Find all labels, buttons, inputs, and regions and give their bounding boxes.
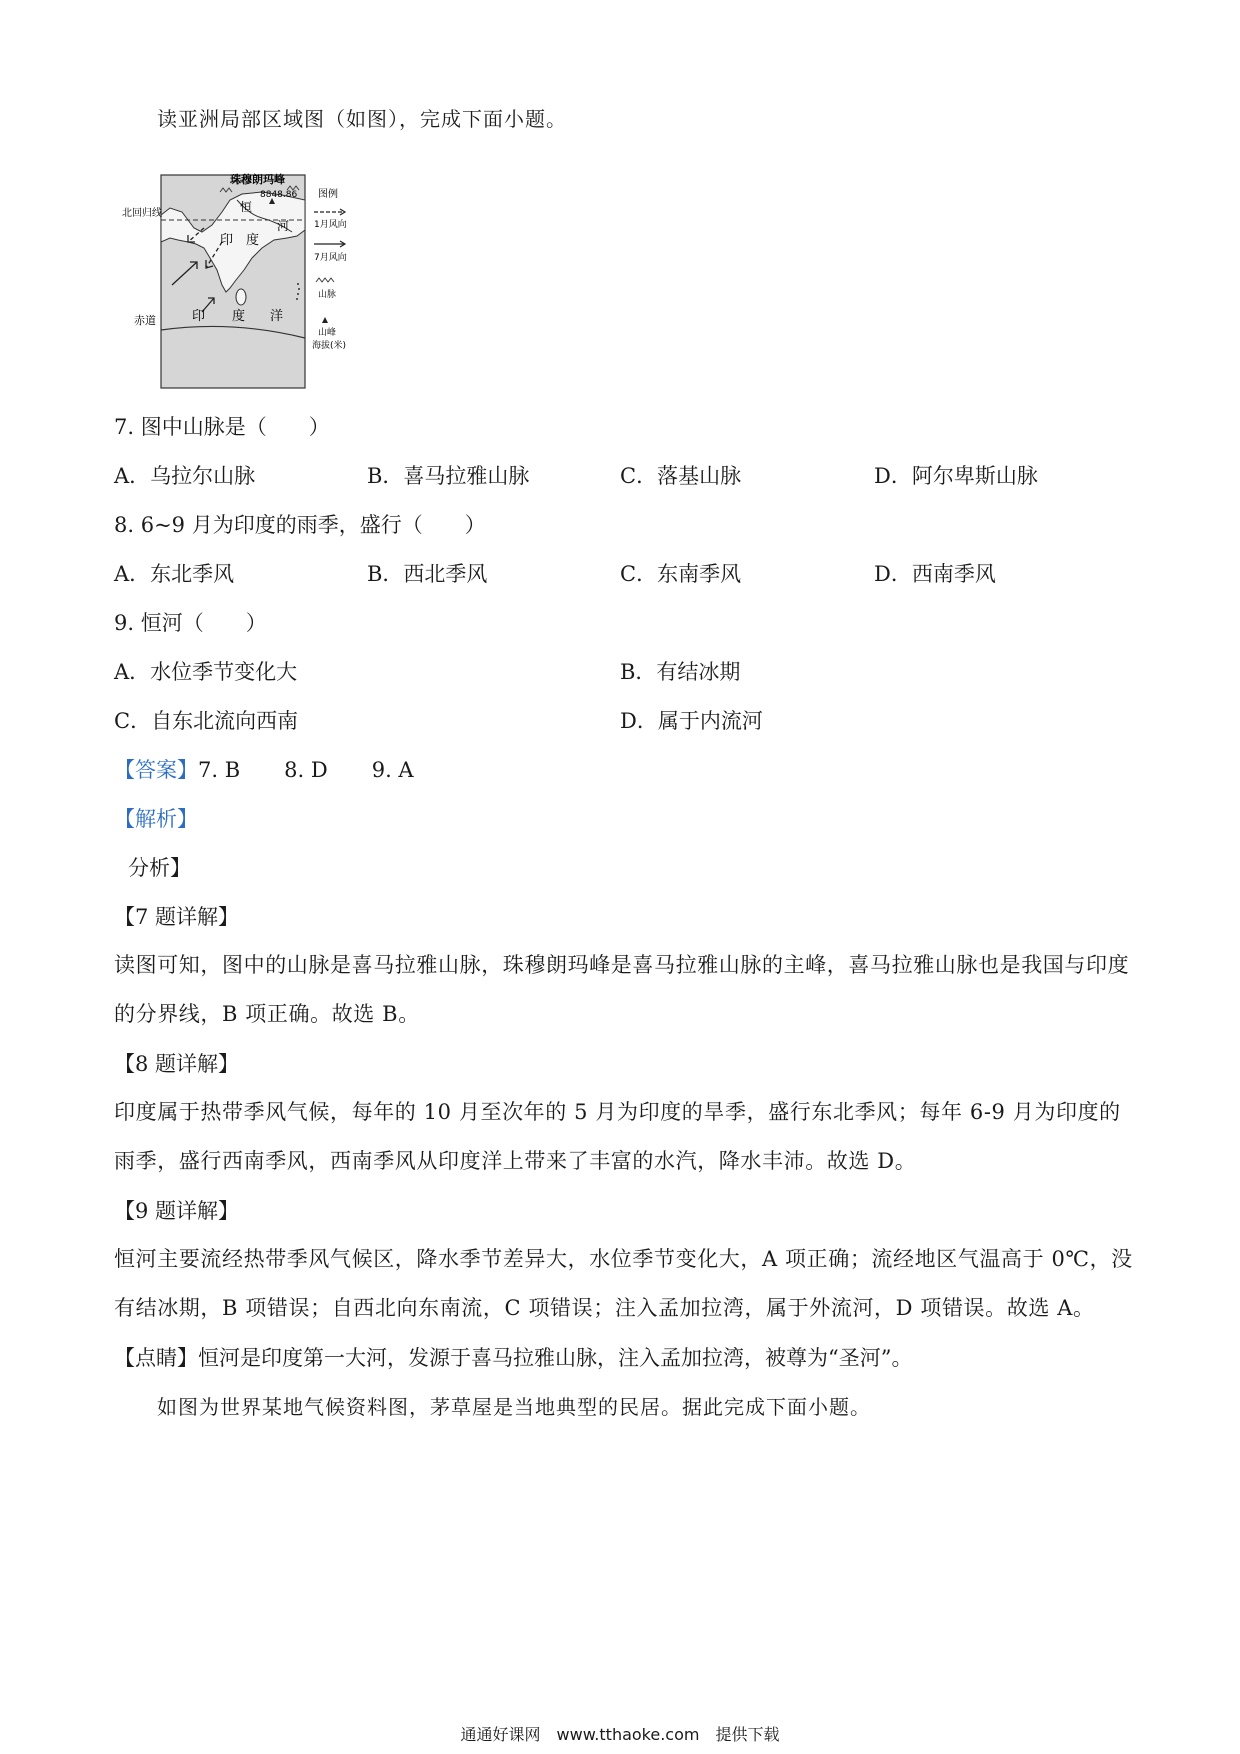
equator-label: 赤道 — [134, 314, 156, 327]
q9-stem: 9. 恒河（ ） — [114, 611, 267, 635]
map-figure — [122, 170, 407, 395]
q8-option-d: D．西南季风 — [874, 562, 996, 586]
answer-8: 8. D — [284, 758, 328, 782]
q9-option-a: A．水位季节变化大 — [114, 660, 298, 684]
detail-8-text: 印度属于热带季风气候，每年的 10 月至次年的 5 月为印度的旱季，盛行东北季风；每年 6-9 月为印度的雨季，盛行西南季风，西南季风从印度洋上带来了丰富的水汽，降水丰沛。故选 D。 — [114, 1100, 1121, 1173]
q7-option-a: A．乌拉尔山脉 — [114, 464, 256, 488]
q8-stem: 8. 6~9 月为印度的雨季，盛行（ ） — [114, 513, 486, 537]
q9-option-d: D．属于内流河 — [620, 709, 763, 733]
answer-9: 9. A — [371, 758, 414, 782]
tip-text: 恒河是印度第一大河，发源于喜马拉雅山脉，注入孟加拉湾，被尊为“圣河”。 — [198, 1346, 913, 1370]
tip-line — [114, 1343, 912, 1373]
tip-label: 【点睛】 — [114, 1346, 198, 1370]
country-label-a: 印 — [220, 233, 234, 248]
peak-name-label: 珠穆朗玛峰 — [230, 173, 285, 186]
ocean-label-c: 洋 — [270, 309, 284, 324]
country-label-b: 度 — [246, 233, 260, 248]
detail-9-text: 恒河主要流经热带季风气候区，降水季节差异大，水位季节变化大，A 项正确；流经地区气温高于 0℃，没有结冰期，B 项错误；自西北向东南流，C 项错误；注入孟加拉湾，属于外流河，D 项错误。故选 A。 — [114, 1247, 1133, 1320]
q7-stem: 7. 图中山脉是（ ） — [114, 415, 330, 439]
river-label-a: 恒 — [240, 200, 253, 214]
detail-8-label: 【8 题详解】 — [114, 1052, 240, 1076]
q8-option-b: B．西北季风 — [367, 562, 488, 586]
legend-jan-label: 1月风向 — [314, 220, 347, 230]
detail-7-label: 【7 题详解】 — [114, 905, 240, 929]
q7-option-d: D．阿尔卑斯山脉 — [874, 464, 1038, 488]
answer-label: 【答案】 — [114, 758, 198, 782]
legend-mountain-label: 山脉 — [318, 290, 337, 300]
q7-option-c: C．落基山脉 — [620, 464, 742, 488]
legend-title: 图例 — [318, 189, 338, 200]
asia-region-map — [122, 170, 407, 395]
legend-peak-symbol — [322, 317, 328, 323]
legend-jul-label: 7月风向 — [314, 253, 347, 263]
river-label-b: 河 — [277, 219, 290, 233]
analysis-label: 【解析】 — [114, 807, 198, 831]
analysis-sub: 分析】 — [128, 856, 191, 880]
answer-line — [114, 755, 414, 785]
tropic-label: 北回归线 — [122, 208, 162, 219]
intro-text-2: 如图为世界某地气候资料图，茅草屋是当地典型的民居。据此完成下面小题。 — [157, 1395, 871, 1419]
intro-text-1: 读亚洲局部区域图（如图），完成下面小题。 — [157, 107, 567, 131]
legend-mountain-symbol — [316, 278, 334, 282]
detail-7-text: 读图可知，图中的山脉是喜马拉雅山脉，珠穆朗玛峰是喜马拉雅山脉的主峰，喜马拉雅山脉也是我国与印度的分界线，B 项正确。故选 B。 — [114, 953, 1130, 1026]
sri-lanka-island — [236, 289, 246, 305]
q8-option-c: C．东南季风 — [620, 562, 742, 586]
footer-credit: 通通好课网 www.tthaoke.com 提供下载 — [460, 1725, 780, 1744]
detail-9-label: 【9 题详解】 — [114, 1199, 240, 1223]
q9-option-b: B．有结冰期 — [620, 660, 741, 684]
legend-peak-label-b: 海拔(米) — [312, 341, 347, 351]
ocean-label-b: 度 — [232, 309, 246, 324]
legend-peak-label-a: 山峰 — [318, 328, 337, 338]
peak-height-label: 8848.86 — [260, 190, 298, 200]
ocean-label-a: 印 — [192, 309, 206, 324]
answer-7: 7. B — [198, 758, 241, 782]
q7-option-b: B．喜马拉雅山脉 — [367, 464, 530, 488]
q9-option-c: C．自东北流向西南 — [114, 709, 299, 733]
q8-option-a: A．东北季风 — [114, 562, 235, 586]
